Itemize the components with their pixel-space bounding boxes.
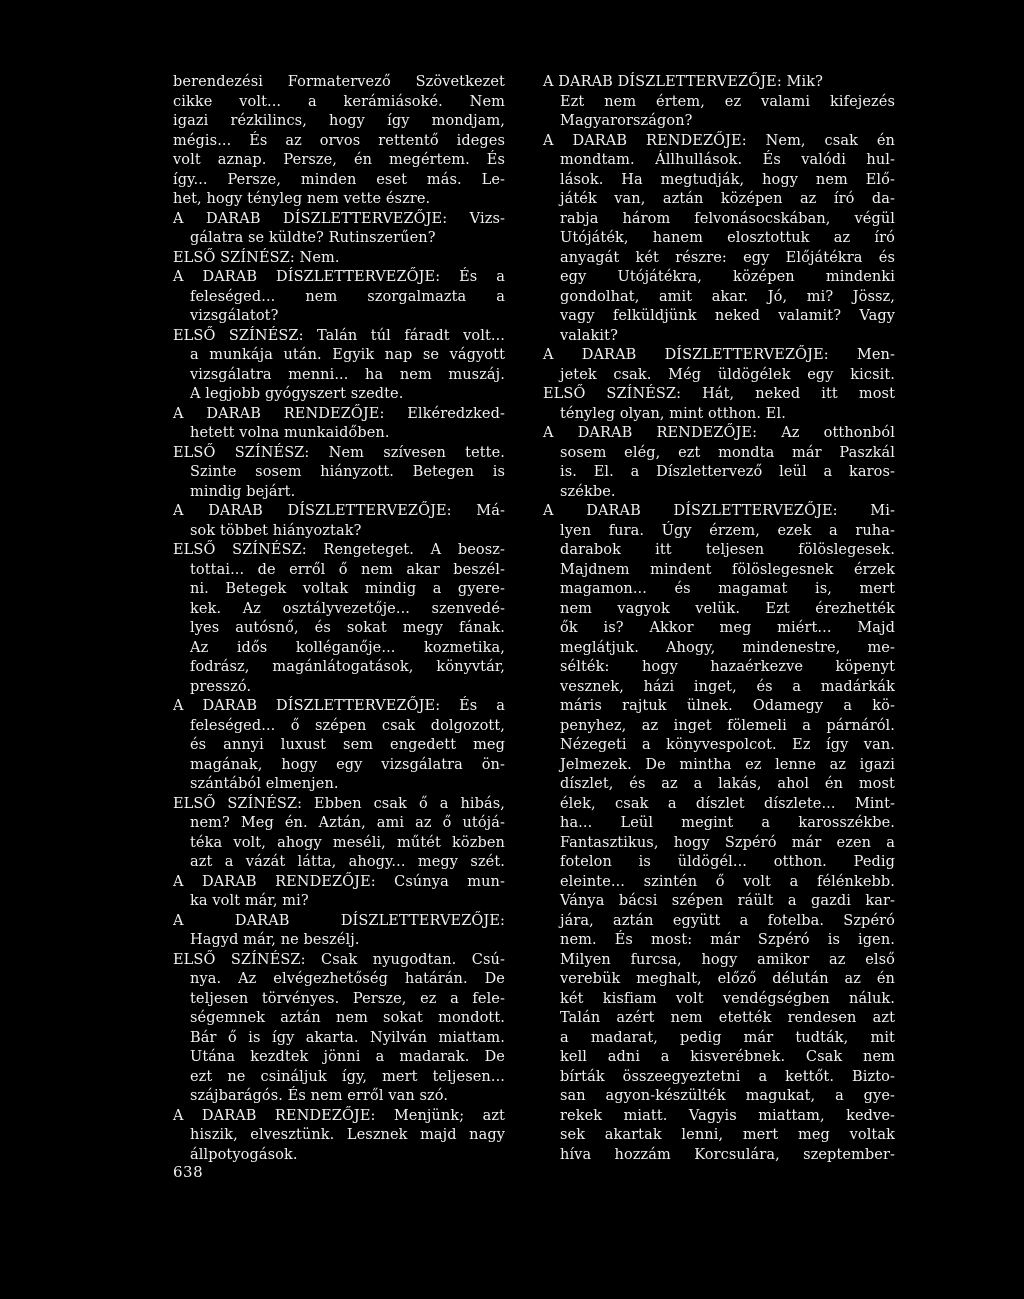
text-line: mindig bejárt. xyxy=(190,483,296,500)
text-line: és annyi luxust sem engedett meg xyxy=(190,737,505,753)
speaker-line: ELSŐ SZÍNÉSZ: Ebben csak ő a hibás, xyxy=(173,795,505,812)
text-line: is. El. a Díszlettervező leül a karos- xyxy=(560,464,895,480)
text-line: tottai... de erről ő nem akar beszél- xyxy=(190,561,505,578)
text-line: hetett volna munkaidőben. xyxy=(190,425,390,441)
speaker-line: A DARAB RENDEZŐJE: Az otthonból xyxy=(543,425,895,441)
text-line: híva hozzám Korcsulára, szeptember- xyxy=(560,1146,895,1163)
text-line: fotelon is üldögél... otthon. Pedig xyxy=(560,854,895,870)
text-line: a munkája után. Egyik nap se vágyott xyxy=(190,347,505,363)
speaker-line: ELSŐ SZÍNÉSZ: Csak nyugodtan. Csú- xyxy=(173,951,505,968)
text-line: mégis... És az orvos rettentő ideges xyxy=(173,132,505,149)
text-line: magamon... és magamat is, mert xyxy=(560,581,895,597)
text-line: berendezési Formatervező Szövetkezet xyxy=(173,74,505,90)
text-line: Hagyd már, ne beszélj. xyxy=(190,932,360,948)
text-line: presszó. xyxy=(190,678,252,695)
speaker-line: A DARAB DÍSZLETTERVEZŐJE: És a xyxy=(173,698,505,714)
text-line: vizsgálatra menni... ha nem muszáj. xyxy=(190,366,505,383)
text-line: fodrász, magánlátogatások, könyvtár, xyxy=(190,659,505,675)
text-line: san agyon-készülték magukat, a gye- xyxy=(560,1088,895,1104)
text-line: magának, hogy egy vizsgálatra ön- xyxy=(190,756,505,773)
text-line: verebük meghalt, előző délután az én xyxy=(560,971,895,987)
text-line: het, hogy tényleg nem vette észre. xyxy=(173,191,431,207)
text-line: nya. Az elvégezhetőség határán. De xyxy=(190,971,505,987)
text-line: Talán azért nem etették rendesen azt xyxy=(560,1010,895,1026)
text-line: állpotyogások. xyxy=(190,1146,298,1163)
speaker-line: A DARAB DÍSZLETTERVEZŐJE: Má- xyxy=(173,503,505,519)
text-line: vizsgálatot? xyxy=(190,308,279,324)
text-line: anyagát két részre: egy Előjátékra és xyxy=(560,249,895,266)
text-line: darabok itt teljesen fölöslegesek. xyxy=(560,542,895,558)
text-line: feleséged... nem szorgalmazta a xyxy=(190,288,505,305)
text-line: Ezt nem értem, ez valami kifejezés xyxy=(560,93,895,110)
text-line: penyhez, az inget fölemeli a párnáról. xyxy=(560,717,895,734)
text-line: a madarat, pedig már tudták, mit xyxy=(560,1029,895,1046)
text-line: Az idős kolléganője... kozmetika, xyxy=(190,639,505,656)
text-line: gálatra se küldte? Rutinszerűen? xyxy=(190,230,436,246)
text-line: A legjobb gyógyszert szedte. xyxy=(190,386,404,402)
speaker-line: A DARAB RENDEZŐJE: Csúnya mun- xyxy=(173,873,505,890)
text-line: élek, csak a díszlet díszlete... Mint- xyxy=(560,795,895,812)
text-line: Utójáték, hanem elosztottuk az író xyxy=(560,230,895,246)
text-line: Jelmezek. De mintha ez lenne az igazi xyxy=(560,756,895,773)
page-number: 638 xyxy=(173,1163,204,1181)
text-line: nem vagyok velük. Ezt érezhették xyxy=(560,600,895,617)
text-line: sélték: hogy hazaérkezve köpenyt xyxy=(560,659,895,675)
text-line: rekek miatt. Vagyis miattam, kedve- xyxy=(560,1107,895,1124)
speaker-line: A DARAB RENDEZŐJE: Nem, csak én xyxy=(543,132,895,149)
text-line: ka volt már, mi? xyxy=(190,893,309,909)
text-line: ha... Leül megint a karosszékbe. xyxy=(560,815,895,831)
text-line: Fantasztikus, hogy Szpéró már ezen a xyxy=(560,834,895,851)
text-line: játék van, aztán középen az író da- xyxy=(560,191,895,207)
text-line: meglátjuk. Ahogy, mindenestre, me- xyxy=(560,639,895,656)
text-line: Bár ő is így akarta. Nyilván miattam. xyxy=(190,1029,505,1046)
text-line: sosem elég, ezt mondta már Paszkál xyxy=(560,444,895,461)
text-line: Magyarországon? xyxy=(560,113,693,129)
speaker-line: ELSŐ SZÍNÉSZ: Hát, neked itt most xyxy=(543,386,895,402)
text-line: egy Utójátékra, középen mindenki xyxy=(560,269,895,285)
text-line: ők is? Akkor meg miért... Majd xyxy=(560,620,895,636)
text-line: Nézegeti a könyvespolcot. Ez így van. xyxy=(560,737,895,753)
speaker-line: A DARAB DÍSZLETTERVEZŐJE: És a xyxy=(173,269,505,285)
text-line: díszlet, és az a lakás, ahol én most xyxy=(560,776,895,792)
text-line: lások. Ha megtudják, hogy nem Elő- xyxy=(560,171,895,188)
text-line: sek akartak lenni, mert meg voltak xyxy=(560,1127,895,1143)
text-line: eleinte... szintén ő volt a félénkebb. xyxy=(560,873,895,890)
text-line: szántából elmenjen. xyxy=(190,776,339,792)
speaker-line: A DARAB DÍSZLETTERVEZŐJE: Mi- xyxy=(543,503,895,519)
text-line: nem. És most: már Szpéró is igen. xyxy=(560,932,895,948)
speaker-line: ELSŐ SZÍNÉSZ: Nem szívesen tette. xyxy=(173,444,505,461)
text-line: lyen fura. Úgy érzem, ezek a ruha- xyxy=(560,522,895,539)
text-line: Utána kezdtek jönni a madarak. De xyxy=(190,1049,505,1065)
right-column xyxy=(543,73,895,1165)
text-line: jára, aztán együtt a fotelba. Szpéró xyxy=(560,912,895,929)
text-line: teljesen törvényes. Persze, ez a fele- xyxy=(190,990,505,1007)
text-line: téka volt, ahogy meséli, műtét közben xyxy=(190,834,505,851)
left-column xyxy=(173,73,505,1165)
text-line: volt aznap. Persze, én megértem. És xyxy=(173,152,505,168)
text-line: ségemnek aztán nem sokat mondott. xyxy=(190,1010,505,1026)
text-line: gondolhat, amit akar. Jó, mi? Jössz, xyxy=(560,288,895,305)
text-line: feleséged... ő szépen csak dolgozott, xyxy=(190,717,505,734)
text-line: igazi rézkilincs, hogy így mondjam, xyxy=(173,113,505,129)
text-line: Ványa bácsi szépen ráült a gazdi kar- xyxy=(560,893,895,909)
text-line: azt a vázát látta, ahogy... megy szét. xyxy=(190,854,505,870)
text-line: székbe. xyxy=(560,483,616,500)
text-line: valakit? xyxy=(560,327,618,344)
speaker-line: ELSŐ SZÍNÉSZ: Nem. xyxy=(173,249,340,266)
text-line: kell adni a kisverébnek. Csak nem xyxy=(560,1049,895,1065)
speaker-line: A DARAB DÍSZLETTERVEZŐJE: Mik? xyxy=(543,74,823,90)
text-line: vesznek, házi inget, és a madárkák xyxy=(560,678,895,695)
text-line: jetek csak. Még üldögélek egy kicsit. xyxy=(560,366,895,383)
text-line: két kisfiam volt vendégségben náluk. xyxy=(560,990,895,1007)
speaker-line: ELSŐ SZÍNÉSZ: Rengeteget. A beosz- xyxy=(173,542,505,558)
text-line: vagy felküldjünk neked valamit? Vagy xyxy=(560,308,895,324)
text-line: máris rajtuk ülnek. Odamegy a kö- xyxy=(560,698,895,714)
speaker-line: A DARAB DÍSZLETTERVEZŐJE: xyxy=(173,912,505,929)
text-line: mondtam. Állhullások. És valódi hul- xyxy=(560,152,895,168)
text-line: ezt ne csináljuk így, mert teljesen... xyxy=(190,1068,505,1085)
text-line: Majdnem mindent fölöslegesnek érzek xyxy=(560,561,895,578)
text-line: rabja három felvonásocskában, végül xyxy=(560,210,895,227)
text-line: bírták összeegyeztetni a kettőt. Bizto- xyxy=(560,1068,895,1085)
text-line: tényleg olyan, mint otthon. El. xyxy=(560,405,786,422)
text-line: ni. Betegek voltak mindig a gyere- xyxy=(190,581,505,597)
speaker-line: A DARAB DÍSZLETTERVEZŐJE: Vizs- xyxy=(173,210,505,227)
text-line: kek. Az osztályvezetője... szenvedé- xyxy=(190,600,505,617)
text-line: Milyen furcsa, hogy amikor az első xyxy=(560,951,895,968)
text-line: lyes autósnő, és sokat megy fának. xyxy=(190,620,505,636)
speaker-line: A DARAB RENDEZŐJE: Elkéredzked- xyxy=(173,405,505,422)
speaker-line: A DARAB DÍSZLETTERVEZŐJE: Men- xyxy=(543,347,895,363)
speaker-line: ELSŐ SZÍNÉSZ: Talán túl fáradt volt... xyxy=(173,327,505,344)
text-line: nem? Meg én. Aztán, ami az ő utójá- xyxy=(190,815,505,831)
text-line: cikke volt... a kerámiásoké. Nem xyxy=(173,93,505,110)
text-line: így... Persze, minden eset más. Le- xyxy=(173,171,505,188)
text-line: sok többet hiányoztak? xyxy=(190,522,362,539)
text-line: hiszik, elvesztünk. Lesznek majd nagy xyxy=(190,1127,505,1143)
text-line: Szinte sosem hiányzott. Betegen is xyxy=(190,464,505,480)
text-line: szájbarágós. És nem erről van szó. xyxy=(190,1088,449,1104)
speaker-line: A DARAB RENDEZŐJE: Menjünk; azt xyxy=(173,1107,505,1124)
